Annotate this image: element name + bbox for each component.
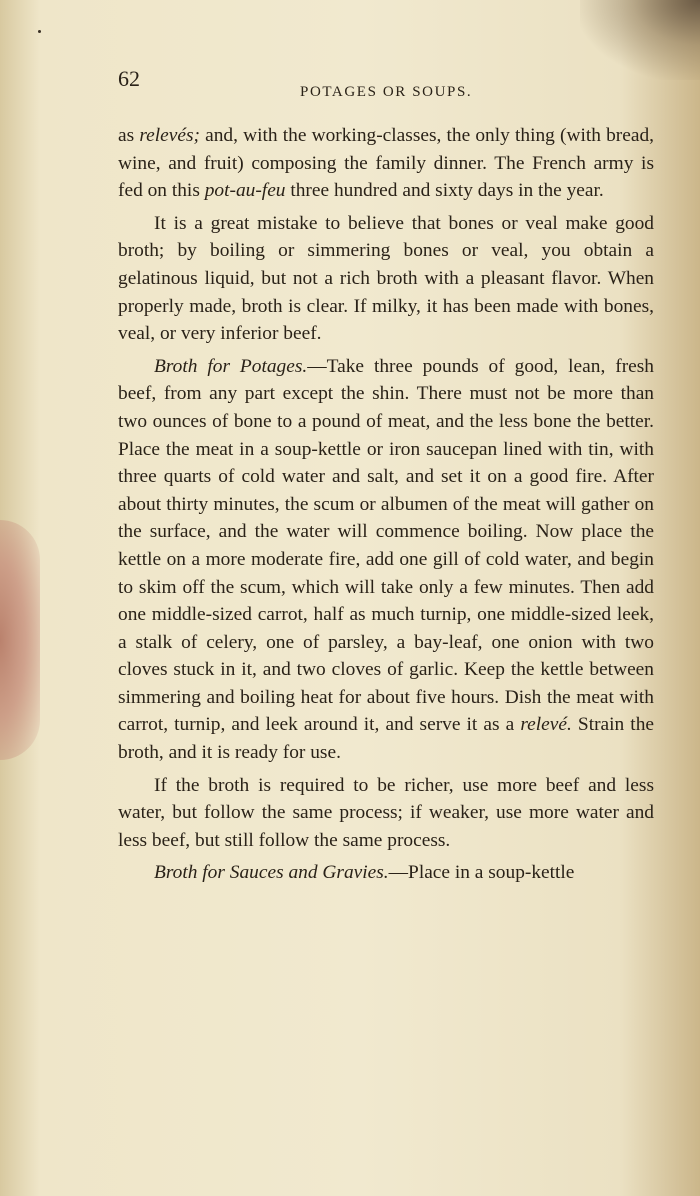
- paragraph-2: It is a great mistake to believe that bones or veal make good broth; by boiling or simmering bones or veal, you obtain a gelatinous liquid, but not a rich broth with a pleasant flavor. When properly made, broth is clear. If milky, it has been made with bones, veal, or very inferior beef.: [118, 212, 654, 345]
- section-heading: Broth for Potages.: [154, 355, 308, 377]
- ink-speck: [38, 30, 41, 33]
- page-number: 62: [118, 66, 140, 91]
- text-run: three hundred and sixty days in the year.: [285, 180, 604, 202]
- running-head: POTAGES OR SOUPS.: [300, 84, 473, 100]
- paragraph-3: [118, 353, 654, 767]
- text-run: —Take three pounds of good, lean, fresh beef, from any part except the shin. There must not be more than two ounces of bone to a pound of meat, and the less bone the better. Place the meat in a soup-kettle or iron saucepan lined with tin, with three quarts of cold water and salt, and set it on a good fire. After about thirty minutes, the scum or albumen of the meat will gather on the surface, and the water will commence boiling. Now place the kettle on a more moderate fire, add one gill of cold water, and begin to skim off the scum, which will take only a few minutes. Then add one middle-sized carrot, half as much turnip, one middle-sized leek, a stalk of celery, one of parsley, a bay-leaf, one onion with two cloves stuck in it, and two cloves of garlic. Keep the kettle between simmering and boiling heat for about five hours. Dish the meat with carrot, turnip, and leek around it, and serve it as a: [118, 355, 654, 736]
- thumb-shadow: [0, 520, 40, 760]
- paragraph-1: [118, 122, 654, 205]
- text-run: as: [118, 125, 140, 146]
- body-text: [118, 122, 654, 887]
- text-run: and, with the working-classes, the only thing (with bread, wine, and fruit) composing the family dinner. The French army is fed on this: [118, 125, 654, 202]
- italic-run: pot-au-feu: [204, 180, 286, 202]
- italic-run: relevé.: [520, 714, 572, 736]
- paragraph-5: [118, 859, 654, 887]
- page-header: [118, 66, 658, 106]
- text-run: —Place in a soup-kettle: [388, 862, 575, 884]
- text-run: Strain the broth, and it is ready for use.: [118, 714, 654, 764]
- section-heading: Broth for Sauces and Gravies.: [154, 862, 389, 884]
- italic-run: relevés;: [139, 125, 200, 146]
- paragraph-4: If the broth is required to be richer, use more beef and less water, but follow the same process; if weaker, use more water and less beef, but still follow the same process.: [118, 774, 654, 851]
